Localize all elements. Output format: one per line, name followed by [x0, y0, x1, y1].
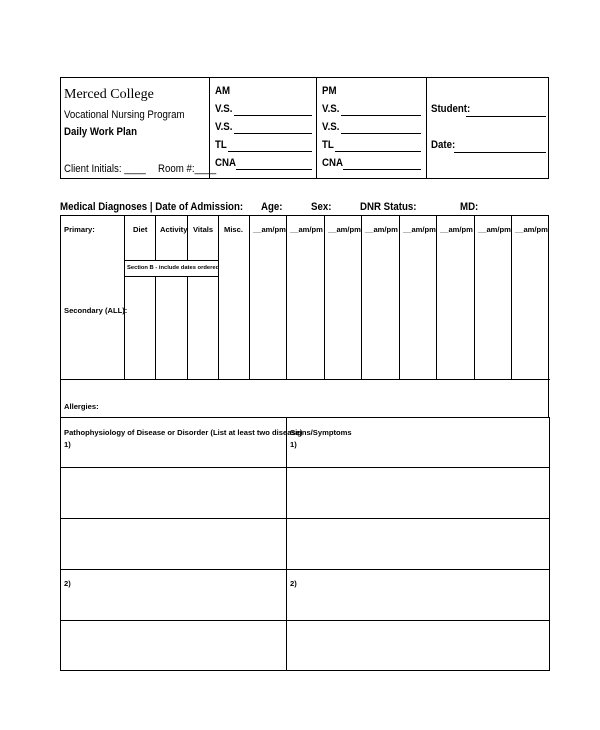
col-sep-activity — [155, 215, 156, 380]
header-divider-2 — [316, 78, 317, 178]
col-misc: Misc. — [224, 225, 243, 234]
patho-row-line-4 — [60, 620, 550, 621]
col-activity: Activity — [160, 225, 188, 234]
grid-right-border — [548, 215, 549, 417]
col-sep-time-1 — [249, 215, 250, 380]
dnr-status-label: DNR Status: — [360, 201, 417, 213]
col-sep-time-2 — [286, 215, 287, 380]
col-sep-diet — [124, 215, 125, 380]
col-time-5: __am/pm — [403, 225, 436, 234]
pm-vs1-line[interactable] — [341, 115, 421, 116]
grid-left-border — [60, 215, 61, 417]
date-line[interactable] — [454, 152, 546, 153]
header-divider-3 — [426, 78, 427, 178]
section-b-label: Section B - include dates ordered — [127, 265, 220, 271]
allergies-label: Allergies: — [64, 402, 99, 411]
patho-row-line-2 — [60, 518, 550, 519]
pm-vs1-label: V.S. — [322, 103, 340, 115]
patho-row-line-1 — [60, 467, 550, 468]
sex-label: Sex: — [311, 201, 332, 213]
medical-diagnoses-label: Medical Diagnoses | Date of Admission: — [60, 201, 244, 213]
am-vs1-label: V.S. — [215, 103, 233, 115]
col-time-7: __am/pm — [478, 225, 511, 234]
patho-left-num-2: 2) — [64, 579, 71, 588]
col-sep-time-4 — [361, 215, 362, 380]
col-vitals: Vitals — [193, 225, 214, 234]
am-vs1-line[interactable] — [234, 115, 312, 116]
pm-vs2-label: V.S. — [322, 121, 340, 133]
md-label: MD: — [460, 201, 479, 213]
pm-cna-line[interactable] — [343, 169, 421, 170]
am-title: AM — [215, 85, 231, 97]
col-time-3: __am/pm — [328, 225, 361, 234]
pm-title: PM — [322, 85, 337, 97]
patho-right-num-1: 1) — [290, 440, 297, 449]
program-name: Vocational Nursing Program — [64, 109, 185, 121]
college-name: Merced College — [64, 87, 154, 102]
col-diet: Diet — [133, 225, 148, 234]
col-sep-vitals — [187, 215, 188, 380]
patho-right-num-2: 2) — [290, 579, 297, 588]
client-initials-field[interactable]: Client Initials: ____ — [64, 163, 146, 175]
plan-title: Daily Work Plan — [64, 126, 137, 138]
col-sep-misc — [218, 215, 219, 380]
patho-left-header: Pathophysiology of Disease or Disorder (List at least two disease) — [64, 428, 303, 437]
pm-cna-label: CNA — [322, 157, 343, 169]
col-time-8: __am/pm — [515, 225, 548, 234]
section-b-bottom — [124, 276, 219, 277]
patho-right-header: Signs/Symptoms — [290, 428, 352, 437]
col-time-6: __am/pm — [440, 225, 473, 234]
pm-tl-line[interactable] — [335, 151, 421, 152]
am-cna-label: CNA — [215, 157, 236, 169]
grid-bottom-border — [60, 379, 550, 380]
col-time-4: __am/pm — [365, 225, 398, 234]
student-line[interactable] — [466, 116, 546, 117]
date-label: Date: — [431, 139, 456, 151]
col-time-1: __am/pm — [253, 225, 286, 234]
am-tl-line[interactable] — [228, 151, 312, 152]
patho-table — [60, 417, 550, 671]
col-sep-time-3 — [324, 215, 325, 380]
col-sep-time-7 — [474, 215, 475, 380]
am-vs2-label: V.S. — [215, 121, 233, 133]
col-sep-time-5 — [399, 215, 400, 380]
patho-col-divider — [286, 417, 287, 671]
patho-left-num-1: 1) — [64, 440, 71, 449]
col-sep-time-8 — [511, 215, 512, 380]
student-label: Student: — [431, 103, 471, 115]
col-sep-time-6 — [436, 215, 437, 380]
room-field[interactable]: Room #:____ — [158, 163, 217, 175]
pm-tl-label: TL — [322, 139, 334, 151]
pm-vs2-line[interactable] — [341, 133, 421, 134]
age-label: Age: — [261, 201, 283, 213]
secondary-label: Secondary (ALL): — [64, 306, 128, 315]
primary-label: Primary: — [64, 225, 95, 234]
patho-row-line-3 — [60, 569, 550, 570]
col-time-2: __am/pm — [290, 225, 323, 234]
grid-top-border — [60, 215, 549, 216]
am-vs2-line[interactable] — [234, 133, 312, 134]
am-cna-line[interactable] — [236, 169, 312, 170]
am-tl-label: TL — [215, 139, 227, 151]
